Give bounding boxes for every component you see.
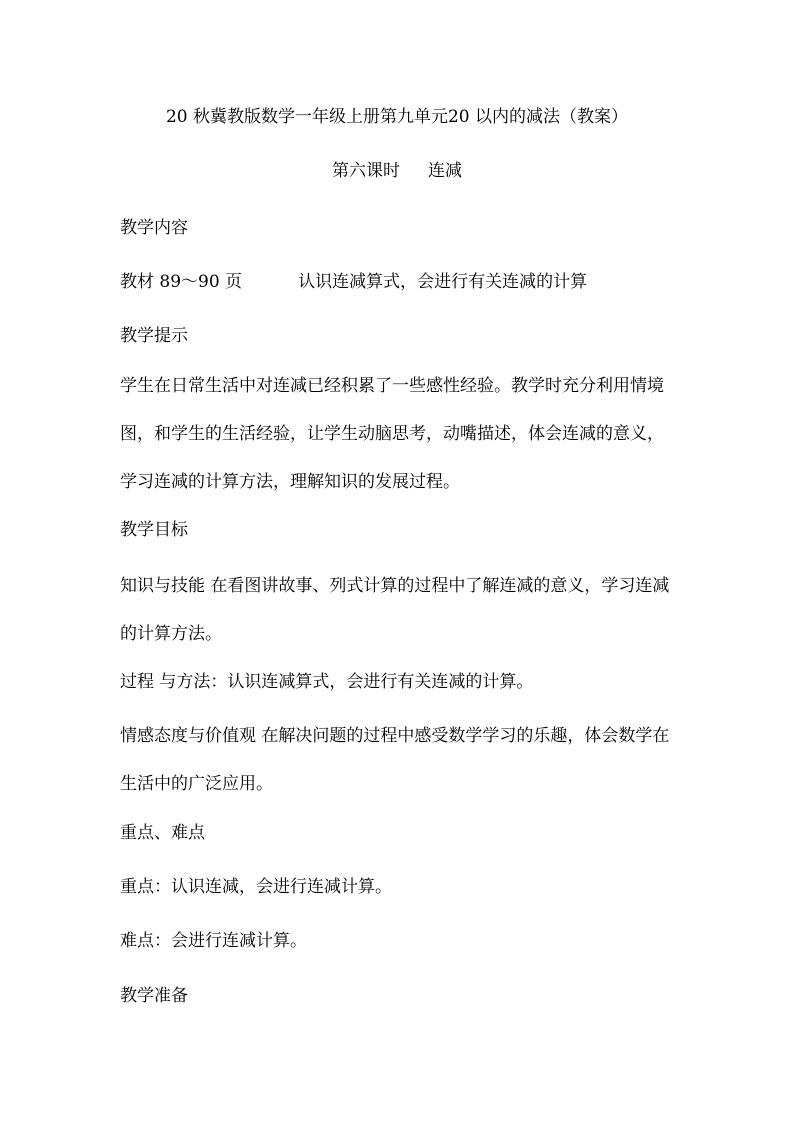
- goal-emotion-paragraph: 情感态度与价值观 在解决问题的过程中感受数学学习的乐趣，体会数学在生活中的广泛应用。: [120, 726, 670, 794]
- key-heading: 重点、难点: [120, 823, 205, 843]
- lesson-topic: 连减: [428, 161, 462, 181]
- document-title: 20 秋冀教版数学一年级上册第九单元20 以内的减法（教案）: [165, 107, 629, 127]
- difficult-point: 难点：会进行连减计算。: [120, 931, 307, 951]
- prep-heading: 教学准备: [120, 986, 188, 1006]
- hint-paragraph: 学生在日常生活中对连减已经积累了一些感性经验。教学时充分利用情境图，和学生的生活经验，让学生动脑思考，动嘴描述，体会连减的意义，学习连减的计算方法，理解知识的发展过程。: [120, 376, 664, 492]
- content-heading: 教学内容: [120, 218, 188, 238]
- goal-process-line: 过程 与方法：认识连减算式，会进行有关连减的计算。: [120, 672, 534, 692]
- key-point: 重点：认识连减，会进行连减计算。: [120, 877, 392, 897]
- content-pages: 教材 89～90 页: [120, 272, 243, 292]
- content-line: [120, 266, 680, 298]
- goal-knowledge-paragraph: 知识与技能 在看图讲故事、列式计算的过程中了解连减的意义，学习连减的计算方法。: [120, 576, 670, 644]
- hint-heading: 教学提示: [120, 326, 188, 346]
- content-description: 认识连减算式，会进行有关连减的计算: [298, 272, 588, 292]
- goals-heading: 教学目标: [120, 520, 188, 540]
- lesson-number: 第六课时: [332, 161, 400, 181]
- lesson-heading: [0, 155, 794, 187]
